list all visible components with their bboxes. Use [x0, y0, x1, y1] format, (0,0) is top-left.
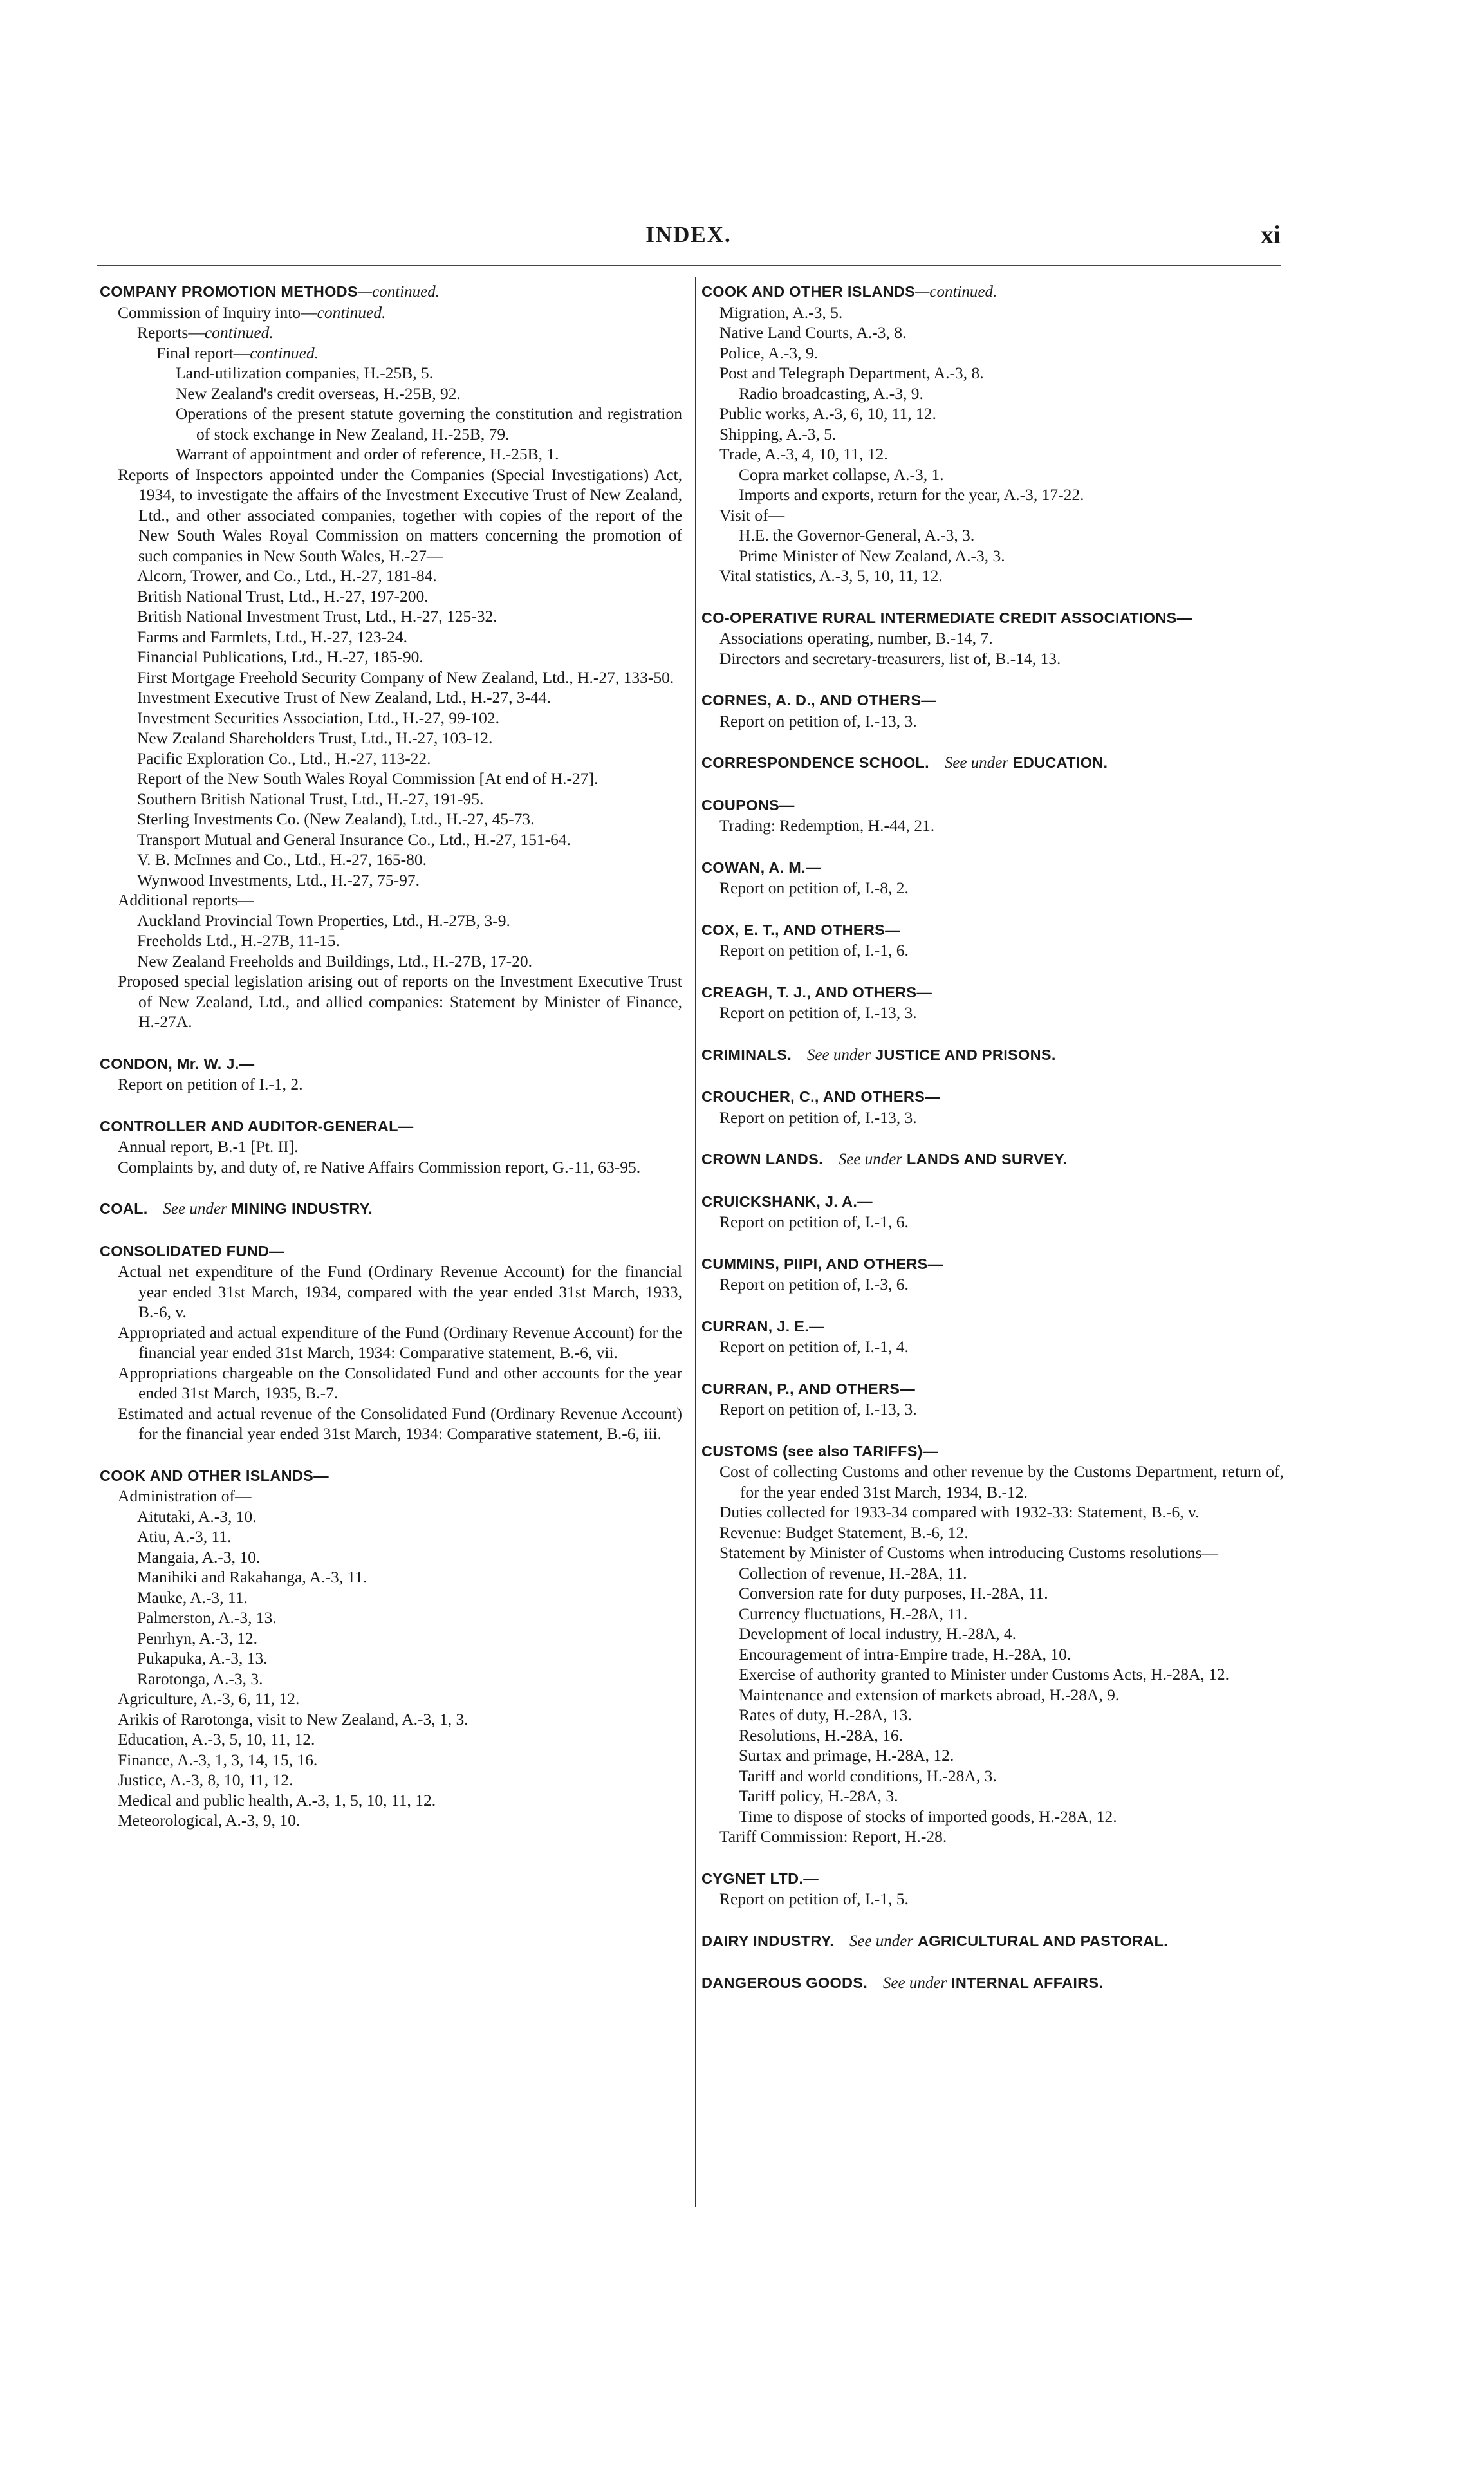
entry-line-text: Pukapuka, A.-3, 13.	[137, 1649, 268, 1667]
entry-line-text: Investment Securities Association, Ltd., H.-27, 99-102.	[137, 708, 500, 727]
entry-line	[719, 1502, 1284, 1523]
column-divider	[695, 277, 696, 2207]
entry-line-text: Land-utilization companies, H.-25B, 5.	[176, 364, 434, 382]
entry-line-text: Report on petition of, I.-13, 3.	[719, 1108, 917, 1127]
entry-line	[137, 830, 682, 850]
entry-line	[137, 1648, 682, 1669]
entry-line-text: Proposed special legislation arising out of reports on the Investment Executive Trust of New Zealand, Ltd., and allied companies: Statement by Minister of Finance, H.-27A.	[118, 972, 682, 1031]
entry-line	[137, 728, 682, 748]
entry-line	[739, 1685, 1284, 1705]
heading-text: CUSTOMS (see also TARIFFS)—	[701, 1442, 938, 1460]
entry-line	[137, 647, 682, 667]
heading-text: CRIMINALS.	[701, 1046, 792, 1063]
entry-line-text: Tariff Commission: Report, H.-28.	[719, 1827, 947, 1846]
entry-line	[719, 444, 1284, 465]
entry-line-text: H.E. the Governor-General, A.-3, 3.	[739, 526, 975, 544]
entry-line-text: Surtax and primage, H.-28A, 12.	[739, 1746, 954, 1765]
heading-text: CUMMINS, PIIPI, AND OTHERS—	[701, 1255, 943, 1272]
entry-line-text: Time to dispose of stocks of imported goods, H.-28A, 12.	[739, 1806, 1117, 1826]
entry-line	[719, 1337, 1284, 1357]
entry-line-text: Finance, A.-3, 1, 3, 14, 15, 16.	[118, 1750, 318, 1769]
entry-line-continued: continued.	[204, 323, 274, 342]
index-entry	[701, 1192, 1284, 1232]
entry-line	[176, 384, 682, 404]
entry-line	[176, 444, 682, 465]
entry-heading	[701, 1045, 1284, 1066]
entry-line-text: Arikis of Rarotonga, visit to New Zealand, A.-3, 1, 3.	[118, 1709, 468, 1729]
entry-line	[739, 1583, 1284, 1604]
heading-text: COOK AND OTHER ISLANDS—	[100, 1467, 329, 1484]
entry-line	[719, 343, 1284, 364]
entry-line	[719, 1523, 1284, 1543]
entry-line	[719, 566, 1284, 586]
entry-line	[118, 1363, 682, 1404]
page-title: INDEX.	[645, 222, 732, 247]
entry-line-text: Pacific Exploration Co., Ltd., H.-27, 113-22.	[137, 748, 431, 768]
right-column	[701, 282, 1284, 2016]
entry-line-text: Report on petition of, I.-3, 6.	[719, 1275, 909, 1294]
index-entry	[100, 1054, 682, 1095]
heading-text: CONDON, Mr. W. J.—	[100, 1055, 255, 1072]
entry-heading	[100, 1241, 682, 1262]
index-entry	[701, 1254, 1284, 1295]
entry-line	[719, 1889, 1284, 1909]
entry-line-text: Agriculture, A.-3, 6, 11, 12.	[118, 1689, 300, 1708]
entry-line-text: Administration of—	[118, 1487, 252, 1505]
see-under-target: INTERNAL AFFAIRS.	[951, 1974, 1104, 1991]
entry-line	[719, 711, 1284, 732]
entry-line	[739, 1766, 1284, 1786]
entry-line-text: Resolutions, H.-28A, 16.	[739, 1725, 903, 1745]
entry-heading	[100, 1466, 682, 1487]
entry-line-text: Collection of revenue, H.-28A, 11.	[739, 1563, 967, 1582]
entry-line-text: Education, A.-3, 5, 10, 11, 12.	[118, 1730, 315, 1749]
entry-line	[719, 940, 1284, 961]
heading-text: CORNES, A. D., AND OTHERS—	[701, 692, 937, 709]
entry-line-text: Operations of the present statute governing the constitution and registration of stock exchange in New Zealand, H.-25B, 79.	[176, 404, 682, 443]
see-under-target: LANDS AND SURVEY.	[906, 1151, 1068, 1167]
entry-line	[739, 1624, 1284, 1644]
entry-line-text: Exercise of authority granted to Minister under Customs Acts, H.-28A, 12.	[739, 1665, 1230, 1684]
heading-text: CROUCHER, C., AND OTHERS—	[701, 1088, 940, 1105]
entry-line	[118, 1404, 682, 1444]
see-under-label: See under	[849, 1932, 914, 1950]
entry-line-text: Report on petition of, I.-1, 4.	[719, 1337, 909, 1356]
entry-line-text: Aitutaki, A.-3, 10.	[137, 1507, 257, 1526]
entry-heading	[701, 1931, 1284, 1952]
entry-line	[719, 1399, 1284, 1420]
entry-line	[137, 931, 682, 951]
entry-heading	[701, 1254, 1284, 1275]
entry-line-text: Duties collected for 1933-34 compared with 1932-33: Statement, B.-6, v.	[719, 1503, 1200, 1521]
entry-line	[137, 911, 682, 931]
entry-line-text: Currency fluctuations, H.-28A, 11.	[739, 1604, 968, 1623]
index-entry	[701, 608, 1284, 669]
entry-line-text: Investment Executive Trust of New Zealand, Ltd., H.-27, 3-44.	[137, 688, 552, 707]
entry-line-text: Appropriations chargeable on the Consolidated Fund and other accounts for the year ended 31st March, 1935, B.-7.	[118, 1363, 682, 1402]
entry-line-text: New Zealand Shareholders Trust, Ltd., H.-27, 103-12.	[137, 728, 493, 747]
entry-line	[719, 815, 1284, 836]
entry-line	[137, 1608, 682, 1628]
entry-line	[118, 1810, 682, 1831]
entry-line-text: Directors and secretary-treasurers, list of, B.-14, 13.	[719, 649, 1061, 668]
entry-line-text: Encouragement of intra-Empire trade, H.-28A, 10.	[739, 1644, 1071, 1664]
index-entry	[100, 1466, 682, 1831]
entry-line-text: Report on petition of, I.-8, 2.	[719, 878, 909, 897]
entry-line-text: Justice, A.-3, 8, 10, 11, 12.	[118, 1770, 293, 1789]
index-entry	[701, 1973, 1284, 1994]
heading-text: COX, E. T., AND OTHERS—	[701, 921, 900, 938]
see-under-target: AGRICULTURAL AND PASTORAL.	[917, 1932, 1168, 1949]
entry-heading	[100, 1199, 682, 1220]
entry-line-text: Statement by Minister of Customs when introducing Customs resolutions—	[719, 1543, 1218, 1562]
entry-heading	[701, 282, 1284, 302]
heading-text: COUPONS—	[701, 796, 795, 813]
entry-line-text: Report on petition of I.-1, 2.	[118, 1075, 303, 1093]
entry-line	[739, 546, 1284, 566]
entry-line	[719, 505, 1284, 526]
entry-line-text: Report of the New South Wales Royal Commission [At end of H.-27].	[137, 769, 598, 788]
entry-heading	[701, 1317, 1284, 1337]
entry-line-text: V. B. McInnes and Co., Ltd., H.-27, 165-80.	[137, 850, 427, 869]
entry-line-text: Native Land Courts, A.-3, 8.	[719, 323, 907, 342]
entry-line-text: Report on petition of, I.-1, 6.	[719, 1212, 909, 1231]
entry-line	[719, 1212, 1284, 1232]
entry-line-text: Cost of collecting Customs and other revenue by the Customs Department, return of, for the year ended 31st March, 1934, B.-12.	[719, 1462, 1284, 1501]
entry-line-text: Penrhyn, A.-3, 12.	[137, 1628, 257, 1647]
entry-line-text: Copra market collapse, A.-3, 1.	[739, 465, 944, 484]
entry-line	[719, 1461, 1284, 1502]
entry-line-text: Mauke, A.-3, 11.	[137, 1588, 248, 1607]
entry-line-text: Financial Publications, Ltd., H.-27, 185-90.	[137, 647, 423, 666]
entry-line-text: Vital statistics, A.-3, 5, 10, 11, 12.	[719, 566, 943, 585]
entry-line-text: Migration, A.-3, 5.	[719, 302, 843, 322]
index-entry	[701, 795, 1284, 836]
entry-line-text: Tariff and world conditions, H.-28A, 3.	[739, 1766, 997, 1785]
index-entry	[701, 1149, 1284, 1170]
entry-line	[739, 384, 1284, 404]
index-entry	[100, 1117, 682, 1178]
entry-heading	[701, 691, 1284, 711]
entry-line	[137, 708, 682, 728]
heading-text: CRUICKSHANK, J. A.—	[701, 1192, 873, 1210]
index-entry	[701, 1931, 1284, 1952]
entry-line-text: British National Investment Trust, Ltd., H.-27, 125-32.	[137, 607, 497, 626]
heading-text: COOK AND OTHER ISLANDS	[701, 283, 916, 300]
entry-line-text: Final report—	[156, 343, 250, 362]
entry-line	[137, 809, 682, 830]
heading-text: CONTROLLER AND AUDITOR-GENERAL—	[100, 1117, 414, 1135]
entry-line-text: New Zealand's credit overseas, H.-25B, 92.	[176, 384, 461, 403]
entry-line-text: Radio broadcasting, A.-3, 9.	[739, 384, 923, 403]
entry-line	[137, 606, 682, 627]
entry-line	[176, 404, 682, 444]
entry-line	[137, 627, 682, 647]
heading-text: CREAGH, T. J., AND OTHERS—	[701, 983, 932, 1001]
entry-line-text: Associations operating, number, B.-14, 7.	[719, 629, 993, 647]
entry-line-text: Trade, A.-3, 4, 10, 11, 12.	[719, 445, 888, 463]
entry-line	[137, 667, 682, 688]
entry-line-text: Transport Mutual and General Insurance Co., Ltd., H.-27, 151-64.	[137, 830, 571, 849]
entry-line-text: Alcorn, Trower, and Co., Ltd., H.-27, 181-84.	[137, 566, 437, 585]
entry-line	[719, 404, 1284, 424]
entry-line-text: Imports and exports, return for the year, A.-3, 17-22.	[739, 485, 1084, 504]
entry-line	[176, 363, 682, 384]
entry-line-text: Report on petition of, I.-13, 3.	[719, 1400, 917, 1418]
index-entry	[701, 753, 1284, 774]
entry-line-text: Atiu, A.-3, 11.	[137, 1527, 232, 1546]
entry-line	[118, 1709, 682, 1730]
entry-line	[739, 1705, 1284, 1725]
entry-line-text: Rarotonga, A.-3, 3.	[137, 1669, 263, 1688]
heading-text: CROWN LANDS.	[701, 1151, 823, 1167]
entry-line	[739, 485, 1284, 505]
see-under-target: JUSTICE AND PRISONS.	[875, 1046, 1056, 1063]
heading-text: CONSOLIDATED FUND—	[100, 1242, 284, 1259]
see-under-target: MINING INDUSTRY.	[231, 1200, 373, 1217]
entry-line	[137, 1669, 682, 1689]
entry-heading	[701, 1087, 1284, 1108]
index-entry	[701, 983, 1284, 1023]
entry-line	[719, 1543, 1284, 1563]
entry-line	[739, 1745, 1284, 1766]
heading-text: COMPANY PROMOTION METHODS	[100, 283, 358, 300]
entry-line-text: Actual net expenditure of the Fund (Ordinary Revenue Account) for the financial year ended 31st March, 1934, compared with the year ended 31st March, 1933, B.-6, v.	[118, 1262, 682, 1321]
index-entry	[100, 282, 682, 1032]
page-number: xi	[1260, 220, 1281, 249]
entry-line-text: Additional reports—	[118, 891, 254, 909]
entry-line	[118, 1790, 682, 1811]
entry-heading	[701, 608, 1284, 629]
entry-heading	[701, 983, 1284, 1003]
entry-heading	[100, 282, 682, 302]
entry-line	[719, 363, 1284, 384]
entry-line	[118, 971, 682, 1032]
entry-line	[739, 1604, 1284, 1624]
entry-line	[137, 1588, 682, 1608]
entry-line-text: Medical and public health, A.-3, 1, 5, 10, 11, 12.	[118, 1790, 436, 1810]
heading-text: COAL.	[100, 1200, 148, 1217]
heading-continued: —continued.	[915, 283, 997, 301]
index-entry	[701, 858, 1284, 898]
page-header	[97, 222, 1281, 261]
entry-heading	[701, 1442, 1284, 1462]
heading-text: CORRESPONDENCE SCHOOL.	[701, 754, 929, 771]
entry-line	[719, 302, 1284, 323]
entry-line	[118, 1770, 682, 1790]
entry-line-text: Prime Minister of New Zealand, A.-3, 3.	[739, 546, 1005, 565]
entry-line-text: Sterling Investments Co. (New Zealand), Ltd., H.-27, 45-73.	[137, 810, 535, 828]
entry-heading	[701, 1869, 1284, 1889]
entry-line-text: Meteorological, A.-3, 9, 10.	[118, 1811, 301, 1830]
index-entry	[701, 282, 1284, 586]
entry-line	[739, 1644, 1284, 1665]
entry-line	[118, 1136, 682, 1157]
entry-line	[719, 1108, 1284, 1128]
heading-text: CYGNET LTD.—	[701, 1869, 819, 1887]
index-entry	[701, 920, 1284, 961]
entry-line-text: Report on petition of, I.-1, 6.	[719, 941, 909, 960]
entry-line-text: Revenue: Budget Statement, B.-6, 12.	[719, 1523, 969, 1542]
index-entry	[701, 691, 1284, 731]
index-entry	[100, 1199, 682, 1220]
entry-line-text: Southern British National Trust, Ltd., H.-27, 191-95.	[137, 789, 484, 808]
header-rule	[97, 265, 1281, 266]
entry-line	[719, 424, 1284, 445]
entry-line	[739, 1786, 1284, 1806]
entry-line	[156, 343, 682, 364]
entry-line	[719, 322, 1284, 343]
entry-line	[118, 1261, 682, 1322]
entry-line	[137, 687, 682, 708]
entry-line	[118, 890, 682, 911]
index-entry	[701, 1087, 1284, 1127]
entry-heading	[701, 795, 1284, 816]
entry-line-text: Reports of Inspectors appointed under the Companies (Special Investigations) Act, 1934, to investigate the affairs of the Investment Executive Trust of New Zealand, Ltd., and other associated companies, together with copies of the report of the New South Wales Royal Commission on matters concerning the promotion of such companies in New South Wales, H.-27—	[118, 465, 682, 565]
entry-line	[739, 525, 1284, 546]
entry-line-text: Visit of—	[719, 505, 785, 524]
entry-line-text: Estimated and actual revenue of the Consolidated Fund (Ordinary Revenue Account) for the financial year ended 31st March, 1934: Comparative statement, B.-6, iii.	[118, 1404, 682, 1443]
entry-line-text: Rates of duty, H.-28A, 13.	[739, 1705, 912, 1724]
entry-line-text: Commission of Inquiry into—	[118, 302, 317, 322]
index-entry	[701, 1317, 1284, 1357]
entry-line-text: Shipping, A.-3, 5.	[719, 424, 837, 443]
heading-text: CURRAN, J. E.—	[701, 1317, 824, 1335]
entry-line	[118, 1486, 682, 1507]
entry-line	[739, 1664, 1284, 1685]
entry-line	[137, 1547, 682, 1568]
entry-line	[137, 1507, 682, 1527]
entry-line	[137, 586, 682, 607]
see-under-label: See under	[806, 1046, 871, 1064]
entry-line-text: Mangaia, A.-3, 10.	[137, 1547, 261, 1566]
heading-text: CURRAN, P., AND OTHERS—	[701, 1380, 916, 1397]
left-column	[100, 282, 682, 1853]
index-entry	[701, 1045, 1284, 1066]
entry-line	[719, 1003, 1284, 1023]
entry-line-text: Farms and Farmlets, Ltd., H.-27, 123-24.	[137, 627, 407, 646]
entry-line	[719, 628, 1284, 649]
entry-line-text: Report on petition of, I.-13, 3.	[719, 1003, 917, 1022]
entry-line-text: New Zealand Freeholds and Buildings, Ltd., H.-27B, 17-20.	[137, 951, 533, 970]
entry-line	[739, 1725, 1284, 1746]
entry-line	[137, 870, 682, 891]
entry-line-text: Tariff policy, H.-28A, 3.	[739, 1786, 898, 1805]
entry-line-text: Police, A.-3, 9.	[719, 343, 818, 362]
entry-line-text: First Mortgage Freehold Security Company of New Zealand, Ltd., H.-27, 133-50.	[137, 667, 674, 687]
entry-line-text: Manihiki and Rakahanga, A.-3, 11.	[137, 1568, 367, 1586]
entry-line-text: Auckland Provincial Town Properties, Ltd., H.-27B, 3-9.	[137, 911, 510, 930]
entry-line	[118, 1750, 682, 1770]
entry-line	[118, 302, 682, 323]
entry-line-continued: continued.	[250, 343, 319, 362]
entry-heading	[701, 1973, 1284, 1994]
entry-line-continued: continued.	[317, 302, 386, 322]
entry-heading	[701, 920, 1284, 941]
entry-heading	[701, 753, 1284, 774]
entry-line	[739, 465, 1284, 485]
entry-line-text: Development of local industry, H.-28A, 4.	[739, 1624, 1017, 1643]
heading-text: DANGEROUS GOODS.	[701, 1974, 868, 1991]
see-under-label: See under	[882, 1974, 947, 1992]
entry-line	[118, 1689, 682, 1709]
entry-line	[137, 768, 682, 789]
entry-line	[719, 1826, 1284, 1847]
entry-line	[137, 789, 682, 810]
entry-line	[719, 878, 1284, 898]
see-under-label: See under	[163, 1200, 227, 1218]
see-under-label: See under	[838, 1151, 903, 1168]
entry-heading	[701, 1192, 1284, 1212]
entry-line-text: Conversion rate for duty purposes, H.-28A, 11.	[739, 1584, 1048, 1602]
entry-line-text: Wynwood Investments, Ltd., H.-27, 75-97.	[137, 870, 420, 889]
entry-line-text: Warrant of appointment and order of reference, H.-25B, 1.	[176, 445, 559, 463]
index-entry	[701, 1379, 1284, 1420]
entry-line	[739, 1563, 1284, 1584]
entry-line-text: Annual report, B.-1 [Pt. II].	[118, 1137, 299, 1156]
entry-heading	[100, 1117, 682, 1137]
index-entry	[701, 1869, 1284, 1909]
entry-line-text: Post and Telegraph Department, A.-3, 8.	[719, 364, 984, 382]
entry-line-text: Public works, A.-3, 6, 10, 11, 12.	[719, 404, 936, 423]
heading-continued: —continued.	[357, 283, 440, 301]
entry-line-text: Reports—	[137, 323, 205, 342]
index-entry	[100, 1241, 682, 1444]
index-entry	[701, 1442, 1284, 1847]
heading-text: CO-OPERATIVE RURAL INTERMEDIATE CREDIT ASSOCIATIONS—	[701, 609, 1192, 626]
entry-line	[719, 1274, 1284, 1295]
entry-line-text: Report on petition of, I.-13, 3.	[719, 711, 917, 730]
entry-line-text: Complaints by, and duty of, re Native Affairs Commission report, G.-11, 63-95.	[118, 1157, 641, 1176]
entry-line	[137, 1628, 682, 1649]
entry-heading	[701, 1149, 1284, 1170]
entry-line-text: British National Trust, Ltd., H.-27, 197-200.	[137, 586, 429, 606]
entry-line	[137, 1526, 682, 1547]
entry-line	[118, 1322, 682, 1363]
entry-line-text: Palmerston, A.-3, 13.	[137, 1608, 277, 1627]
entry-line	[719, 649, 1284, 669]
heading-text: COWAN, A. M.—	[701, 858, 821, 876]
see-under-target: EDUCATION.	[1012, 754, 1108, 771]
entry-heading	[701, 1379, 1284, 1400]
entry-line-text: Freeholds Ltd., H.-27B, 11-15.	[137, 931, 340, 950]
see-under-label: See under	[944, 754, 1009, 772]
entry-line-text: Maintenance and extension of markets abroad, H.-28A, 9.	[739, 1685, 1120, 1704]
entry-line-text: Trading: Redemption, H.-44, 21.	[719, 816, 935, 835]
entry-line-text: Report on petition of, I.-1, 5.	[719, 1889, 909, 1908]
entry-line	[118, 1729, 682, 1750]
entry-line-text: Appropriated and actual expenditure of the Fund (Ordinary Revenue Account) for the financial year ended 31st March, 1934: Comparative statement, B.-6, vii.	[118, 1322, 682, 1362]
entry-line	[118, 1074, 682, 1095]
entry-line	[739, 1806, 1284, 1827]
entry-line	[137, 748, 682, 769]
entry-line	[137, 566, 682, 586]
entry-line	[137, 951, 682, 972]
entry-line	[137, 1567, 682, 1588]
entry-heading	[701, 858, 1284, 878]
heading-text: DAIRY INDUSTRY.	[701, 1932, 835, 1949]
entry-line	[118, 1157, 682, 1178]
entry-line	[118, 465, 682, 566]
entry-line	[137, 849, 682, 870]
entry-heading	[100, 1054, 682, 1075]
entry-line	[137, 322, 682, 343]
